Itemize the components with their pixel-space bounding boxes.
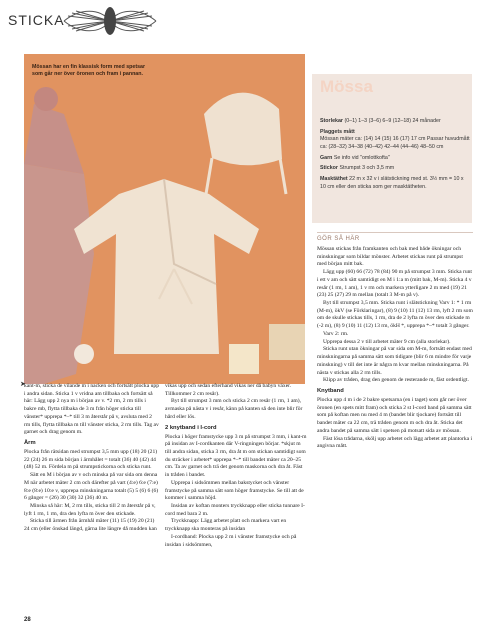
column-3 bbox=[317, 246, 473, 451]
paragraph: Plocka upp 4 m i de 2 bakre spetsarna (en i taget) som går ner över öronen (en spets mitt fram) och sticka 2 st I-cord band på samma sätt som på koftan men nu med 4 m (bandet blir tjockare) fortsätt till bandet mäter ca 22 cm, trä tråden genom m och dra åt. Sticka det andra bandet på samma sätt i spetsen på motsatt sida av mössan. bbox=[317, 396, 472, 434]
paragraph: Upprepa i sidsömmen mellan bakstycket och vänster framstycke på samma sätt som höger framstycke. Se till att de kommer i samma höjd. bbox=[165, 479, 304, 502]
storlekar-label: Storlekar bbox=[320, 118, 343, 124]
paragraph: Byt till strumpst 3 mm och sticka 2 cm resår (1 rm, 1 am), avmaska på nästa v i resår, känn på kanten så den inte blir för hård eller lös. bbox=[165, 398, 303, 420]
paragraph: Upprepa dessa 2 v till arbetet mäter 9 cm (alla storlekar). bbox=[323, 338, 451, 345]
column-1 bbox=[24, 383, 159, 534]
garn-value: Se info vid "omlottkofta" bbox=[333, 154, 390, 161]
stickor-label: Stickor bbox=[320, 165, 338, 172]
paragraph: kant-m, sticka de vilande m i nacken och fortsätt plocka upp i andra sidan. Sticka 1 v vridna am tillbaka och fortsätt så här: Lägg upp 2 nya m i början av v. *2 rm, 2 rm tills i bakre mb, flytta tillbaka de 3 m från höger sticka till vänster* upprepa *–* till 3 m återstår på v, avsluta med 2 rm tills, flytta tillbaka m till vänster sticka, 2 rm tills. Tag av garnet och drag genom m. bbox=[24, 383, 159, 436]
continue-arrow-icon: ➤ bbox=[20, 381, 26, 388]
column-2 bbox=[165, 383, 308, 549]
paragraph: Insidan av koftan monters tryckknapp eller sticka tunnare I-cord med bara 2 m. bbox=[165, 503, 305, 517]
masktathet-label: Masktäthet bbox=[320, 176, 348, 183]
paragraph: Byt till strumpst 3,5 mm. Sticka runt i slätstickning Varv 1: * 1 rm (M-m), ökV (se Förklaringar), (8) 9 (10) 11 (12) 13 rm, lyft 2 rm som om de skulle stickas tills, 1 rm, dra de 2 lyfta m över den stickade m (-2 m), (8) 9 (10) 11 (12) 13 rm, ökH *, upprepa *–* totalt 3 gånger. bbox=[317, 300, 473, 330]
storlekar-value: (0–1) 1–3 (3–6) 6–9 (12–18) 24 månader bbox=[344, 118, 441, 124]
paragraph: Plocka från rätsidan med strumpst 3,5 mm upp (18) 20 (21) 22 (24) 26 m sida början i ärmhålet = totalt (36) 40 (42) 44 (48) 52 m. Fördela m på strumpstickorna och sticka runt. bbox=[24, 449, 158, 471]
paragraph: I-cordband: Plocka upp 2 m i vänster framstycke och på insidan i sidsömmen, bbox=[165, 533, 297, 548]
paragraph: vikas upp och sedan efterhand vikas ner då babyn växer. Tillkommer 2 cm resår). bbox=[165, 383, 292, 397]
paragraph: Varv 2: rm. bbox=[323, 330, 349, 337]
section-title: STICKA bbox=[8, 12, 65, 28]
yarn-skein-icon bbox=[60, 4, 160, 38]
paragraph: Mössan stickas från framkanten och bak med både ökningar och minskningar som bildar mönster. Arbetet stickas runt på strumpst med början mitt bak. bbox=[317, 246, 463, 268]
paragraph: Klipp av tråden, drag den genom de resterande m, fäst ordentligt. bbox=[323, 377, 469, 384]
photo-caption: Mössan har en fin klassisk form med spetsar som går ner över öronen och fram i pannan. bbox=[32, 64, 146, 78]
paragraph: Sticka till ärmen från ärmhål mäter (11) 15 (19) 20 (21) 24 cm (eller önskad längd, gärna lite längre då mudden kan bbox=[24, 518, 157, 533]
paragraph: Sticka runt utan ökningar på var sida om M-m, fortsätt endast med minskningarna på samma sätt som tidigare (blir 6 m mindre för varje minskning) v till det inte är några m kvar mellan minskningarna. På nästa v stickas alla 2 rm tills. bbox=[317, 346, 472, 376]
knit-garments-illustration bbox=[24, 54, 305, 384]
paragraph: Lägg upp (60) 66 (72) 78 (84) 90 m på strumpst 3 mm. Sticka runt i ett v am och sätt samtidigt en M i 1:a m (mitt bak, M-m). Sticka 4 v resår (1 rm, 1 am), 1 v rm och markera ytterligare 2 m med (19) 21 (23) 25 (27) 29 m mellan (totalt 3 M-m på v). bbox=[317, 269, 472, 299]
paragraph: Fäst lösa trådarna, skölj upp arbetet och lägg arbetet att plantorka i angivna mått. bbox=[317, 435, 473, 450]
heading-arm: Ärm bbox=[24, 440, 36, 447]
page-number: 28 bbox=[24, 617, 31, 623]
paragraph: Plocka i höger framstycke upp 3 m på strumpst 3 mm, i kant-m på insidan av I-cordkanten där V-ringningen börjar. *skjut m till andra sidan, sticka 3 rm, dra åt m om stickan samtidigt som du sträcker i arbetet* upprepa *–* till bandet mäter ca 20–25 cm. Ta av garnet och trä det genom maskorna och dra åt. Fäst in tråden i bandet. bbox=[165, 433, 307, 479]
heading-knytband: Knytband bbox=[317, 387, 344, 394]
product-photo bbox=[24, 54, 305, 384]
plaggets-value: Mössan mäter ca: (14) 14 (15) 16 (17) 17 cm Passar huvudmått ca: (28–32) 34–38 (40–42) 42–44 (44–46) 48–50 cm bbox=[320, 136, 470, 151]
stickor-value: Strumpst 3 och 3,5 mm bbox=[339, 165, 395, 172]
page-header bbox=[0, 0, 483, 40]
paragraph: Tryckknapp: Lägg arbetet platt och markera vart en tryckknapp ska monteras på insidan bbox=[165, 518, 287, 533]
section-label: GÖR SÅ HÄR bbox=[317, 236, 360, 242]
heading-knytband-icord: 2 knytband i I-cord bbox=[165, 424, 217, 431]
pattern-title: Mössa bbox=[320, 77, 373, 96]
plaggets-label: Plaggets mått bbox=[320, 128, 355, 135]
paragraph: Sätt en M i början av v och minska på var sida om denna M när arbetet mäter 2 cm och därefter på vart (4:e) 6:e (7:e) 8:e (8:e) 10:e v, upprepa minskningarna totalt (5) 5 (6) 6 (6) 6 gånger = (26) 30 (30) 32 (36) 40 m. bbox=[24, 472, 159, 502]
info-body bbox=[320, 118, 470, 194]
paragraph: Minska så här: M, 2 rm tills, sticka till 2 m återstår på v, lyft 1 rm, 1 rm, dra den lyfta m över den stickade. bbox=[24, 503, 156, 517]
section-divider bbox=[317, 232, 473, 233]
garn-label: Garn bbox=[320, 154, 333, 161]
masktathet-value: 22 m x 32 v i slätstickning med st. 3½ mm = 10 x 10 cm eller den sticka som ger masktätheten. bbox=[320, 176, 464, 190]
